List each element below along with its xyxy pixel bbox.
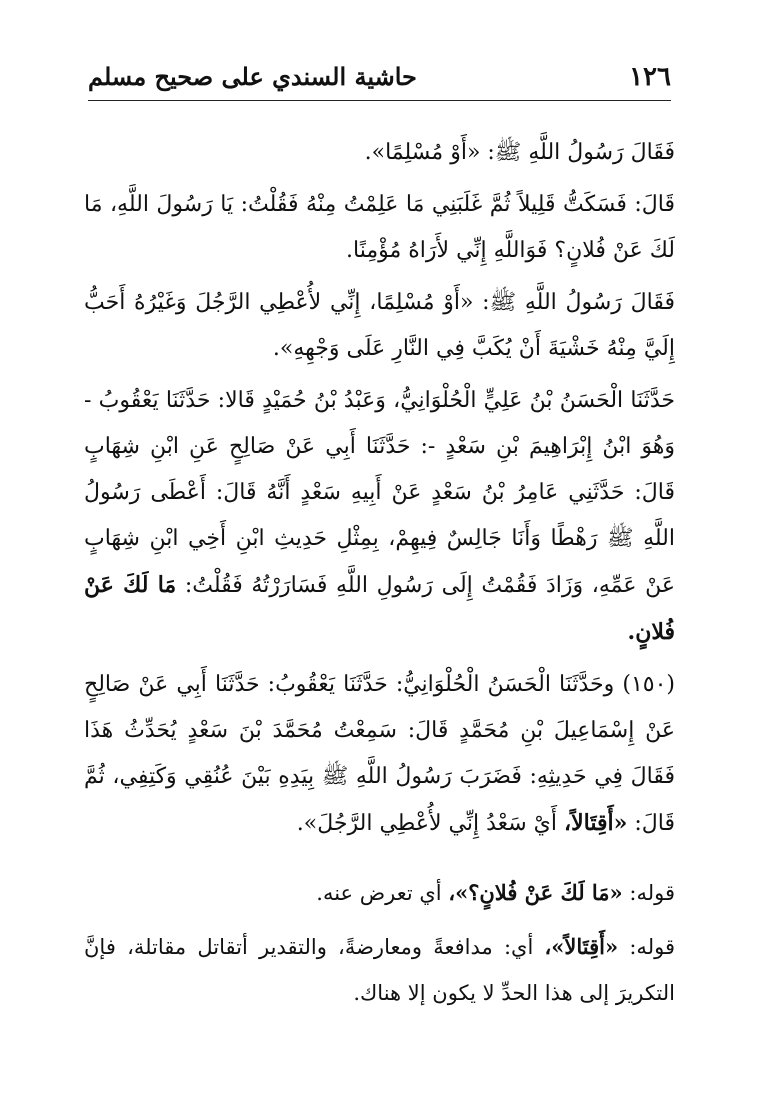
paragraph-1: فَقَالَ رَسُولُ اللَّهِ ﷺ: «أَوْ مُسْلِمًا». [364,140,675,165]
page-header [88,58,671,101]
paragraph-5 [84,662,675,847]
hadith-text [84,130,675,853]
running-title: حاشية السندي على صحيح مسلم [88,62,417,91]
paragraph-2: قَالَ: فَسَكَتُّ قَلِيلاً ثُمَّ غَلَبَنِي مَا عَلِمْتُ مِنْهُ فَقُلْتُ: يَا رَسُولَ اللَّهِ، مَا لَكَ عَنْ فُلانٍ؟ فَوَاللَّهِ إِنِّي لأَرَاهُ مُؤْمِنًا. [84,192,675,263]
commentary-notes [84,870,675,1024]
paragraph-5-end: أَيْ سَعْدُ إِنِّي لأُعْطِي الرَّجُلَ». [296,811,557,836]
paragraph-3: فَقَالَ رَسُولُ اللَّهِ ﷺ: «أَوْ مُسْلِمًا، إِنِّي لأُعْطِي الرَّجُلَ وَغَيْرُهُ أَحَبُّ إِلَيَّ مِنْهُ خَشْيَةَ أَنْ يُكَبَّ فِي النَّارِ عَلَى وَجْهِهِ». [84,290,675,361]
note-1 [84,870,675,916]
note-1-quote: «مَا لَكَ عَنْ فُلانٍ؟»، [448,880,623,905]
note-2-quote: «أَقِتَالاً»، [544,934,619,959]
paragraph-4 [84,378,675,656]
hadith-number: (١٥٠) [622,672,675,697]
paragraph-4-text: حَدَّثَنَا الْحَسَنُ بْنُ عَلِيٍّ الْحُلْوَانِيُّ، وَعَبْدُ بْنُ حُمَيْدٍ قَالا: حَدَّثَنَا يَعْقُوبُ - وَهُوَ ابْنُ إِبْرَاهِيمَ بْنِ سَعْدٍ -: حَدَّثَنَا أَبِي عَنْ صَالِحٍ عَنِ ابْنِ شِهَابٍ قَالَ: حَدَّثَنِي عَامِرُ بْنُ سَعْدٍ عَنْ أَبِيهِ سَعْدٍ أَنَّهُ قَالَ: أَعْطَى رَسُولُ اللَّهِ ﷺ رَهْطًا وَأَنَا جَالِسٌ فِيهِمْ، بِمِثْلِ حَدِيثِ ابْنِ أَخِي ابْنِ شِهَابٍ عَنْ عَمِّهِ، وَزَادَ فَقُمْتُ إِلَى رَسُولِ اللَّهِ فَسَارَرْتُهُ فَقُلْتُ: [84,388,676,598]
paragraph-4-bold: مَا لَكَ عَنْ فُلانٍ. [84,572,675,645]
note-1-text: أي تعرض عنه. [316,881,442,905]
note-1-prefix: قوله: [629,881,675,905]
paragraph-5-text: وحَدَّثَنَا الْحَسَنُ الْحُلْوَانِيُّ: حَدَّثَنَا يَعْقُوبُ: حَدَّثَنَا أَبِي عَنْ صَالِحٍ عَنْ إِسْمَاعِيلَ بْنِ مُحَمَّدٍ قَالَ: سَمِعْتُ مُحَمَّدَ بْنَ سَعْدٍ يُحَدِّثُ هَذَا فَقَالَ فِي حَدِيثِهِ: فَضَرَبَ رَسُولُ اللَّهِ ﷺ بِيَدِهِ بَيْنَ عُنُقِي وَكَتِفِي، ثُمَّ قَالَ: [84,672,675,836]
note-2 [84,924,675,1016]
note-2-prefix: قوله: [629,935,675,959]
note-2-text: أي: مدافعةً ومعارضةً، والتقدير أتقاتل مقاتلة، فإنَّ التكريرَ إلى هذا الحدِّ لا يكون إلا هناك. [84,935,675,1005]
paragraph-5-bold: «أَقِتَالاً، [564,810,628,836]
page-number: ١٢٦ [629,62,671,92]
